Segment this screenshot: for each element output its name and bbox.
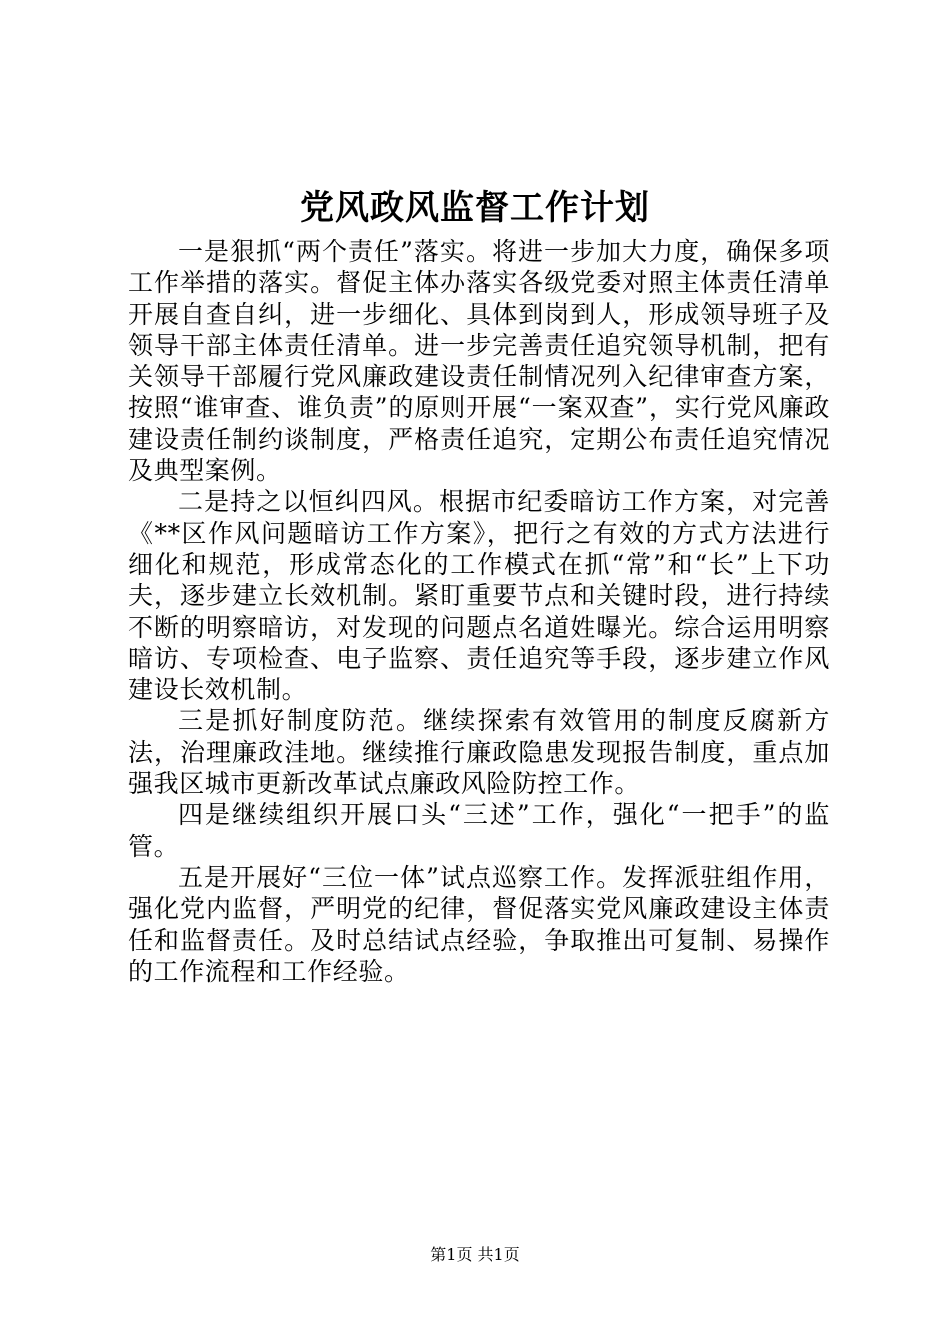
paragraph-5: 五是开展好“三位一体”试点巡察工作。发挥派驻组作用，强化党内监督，严明党的纪律，督促落实党风廉政建设主体责任和监督责任。及时总结试点经验，争取推出可复制、易操作的工作流程和工作经验。: [128, 862, 830, 986]
paragraph-1: 一是狠抓“两个责任”落实。将进一步加大力度，确保多项工作举措的落实。督促主体办落实各级党委对照主体责任清单开展自查自纠，进一步细化、具体到岗到人，形成领导班子及领导干部主体责任清单。进一步完善责任追究领导机制，把有关领导干部履行党风廉政建设责任制情况列入纪律审查方案，按照“谁审查、谁负责”的原则开展“一案双查”，实行党风廉政建设责任制约谈制度，严格责任追究，定期公布责任追究情况及典型案例。: [128, 237, 830, 486]
page-footer: 第1页 共1页: [430, 1245, 520, 1264]
paragraph-3: 三是抓好制度防范。继续探索有效管用的制度反腐新方法，治理廉政洼地。继续推行廉政隐患发现报告制度，重点加强我区城市更新改革试点廉政风险防控工作。: [128, 706, 830, 799]
document-title: 党风政风监督工作计划: [300, 188, 650, 228]
paragraph-4: 四是继续组织开展口头“三述”工作，强化“一把手”的监管。: [128, 800, 830, 861]
document-body: [128, 236, 830, 987]
paragraph-2: 二是持之以恒纠四风。根据市纪委暗访工作方案，对完善《**区作风问题暗访工作方案》，把行之有效的方式方法进行细化和规范，形成常态化的工作模式在抓“常”和“长”上下功夫，逐步建立长效机制。紧盯重要节点和关键时段，进行持续不断的明察暗访，对发现的问题点名道姓曝光。综合运用明察暗访、专项检查、电子监察、责任追究等手段，逐步建立作风建设长效机制。: [128, 487, 830, 705]
